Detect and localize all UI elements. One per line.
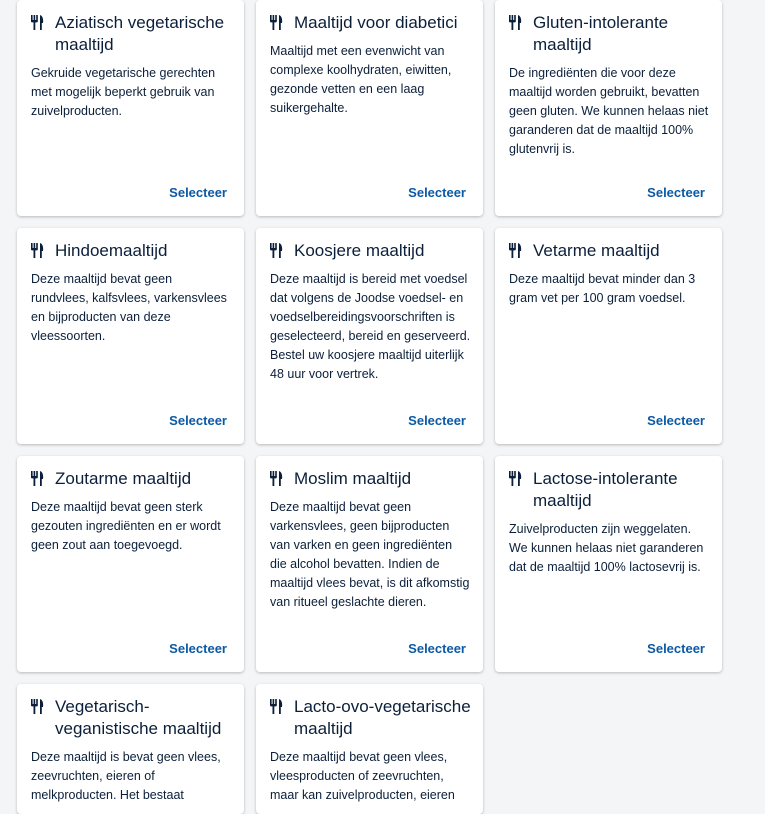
fork-knife-icon [31,240,55,258]
meal-card-hindu [17,228,244,444]
select-button[interactable]: Selecteer [169,413,227,428]
meal-title: Moslim maaltijd [294,469,412,488]
select-button[interactable]: Selecteer [408,641,466,656]
meal-title: Lacto-ovo-vegetarische maaltijd [294,697,471,738]
select-button[interactable]: Selecteer [647,413,705,428]
meal-card-diabetic [256,0,483,216]
fork-knife-icon [270,240,294,258]
select-button[interactable]: Selecteer [647,185,705,200]
fork-knife-icon [509,240,533,258]
meal-card-asian-vegetarian [17,0,244,216]
select-button[interactable]: Selecteer [169,185,227,200]
meal-title: Hindoemaaltijd [55,241,168,260]
meal-card-gluten-intolerant [495,0,722,216]
fork-knife-icon [270,468,294,486]
meal-description: Deze maaltijd bevat minder dan 3 gram vet per 100 gram voedsel. [509,272,696,305]
select-button[interactable]: Selecteer [408,413,466,428]
meal-options-grid [17,0,722,814]
fork-knife-icon [509,468,533,486]
fork-knife-icon [31,12,55,30]
meal-description: Zuivelproducten zijn weggelaten. We kunnen helaas niet garanderen dat de maaltijd 100% lactosevrij is. [509,522,704,574]
fork-knife-icon [270,12,294,30]
meal-description: Deze maaltijd bevat geen rundvlees, kalfsvlees, varkensvlees en bijproducten van deze vleessoorten. [31,272,227,343]
meal-title: Maaltijd voor diabetici [294,13,458,32]
meal-card-kosher [256,228,483,444]
meal-description: Deze maaltijd is bereid met voedsel dat volgens de Joodse voedsel- en voedselbereidingsvoorschriften is geselecteerd, bereid en geserveerd. Bestel uw koosjere maaltijd uiterlijk 48 uur voor vertrek. [270,272,471,381]
meal-description: Deze maaltijd is bevat geen vlees, zeevruchten, eieren of melkproducten. Het bestaat [31,750,221,802]
meal-card-muslim [256,456,483,672]
meal-title: Gluten-intolerante maaltijd [533,13,669,54]
meal-title: Vetarme maaltijd [533,241,660,260]
fork-knife-icon [31,468,55,486]
meal-title: Vegetarisch-veganistische maaltijd [55,697,222,738]
meal-card-lacto-ovo [256,684,483,814]
meal-card-low-fat [495,228,722,444]
meal-title: Koosjere maaltijd [294,241,425,260]
fork-knife-icon [270,696,294,714]
fork-knife-icon [31,696,55,714]
meal-title: Zoutarme maaltijd [55,469,192,488]
meal-card-lactose-intolerant [495,456,722,672]
select-button[interactable]: Selecteer [647,641,705,656]
meal-description: Deze maaltijd bevat geen varkensvlees, geen bijproducten van varken en geen ingrediënten die alcohol bevatten. Indien de maaltijd vlees bevat, is dit afkomstig van ritueel geslachte dieren. [270,500,470,609]
meal-card-vegan [17,684,244,814]
select-button[interactable]: Selecteer [169,641,227,656]
meal-description: Deze maaltijd bevat geen vlees, vleesproducten of zeevruchten, maar kan zuivelproducten, eieren [270,750,455,802]
meal-card-low-salt [17,456,244,672]
meal-title: Aziatisch vegetarische maaltijd [55,13,225,54]
meal-description: Maaltijd met een evenwicht van complexe koolhydraten, eiwitten, gezonde vetten en een laag suikergehalte. [270,44,452,115]
meal-title: Lactose-intolerante maaltijd [533,469,678,510]
fork-knife-icon [509,12,533,30]
meal-description: De ingrediënten die voor deze maaltijd worden gebruikt, bevatten geen gluten. We kunnen helaas niet garanderen dat de maaltijd 100% glutenvrij is. [509,66,709,156]
meal-description: Deze maaltijd bevat geen sterk gezouten ingrediënten en er wordt geen zout aan toegevoegd. [31,500,221,552]
meal-description: Gekruide vegetarische gerechten met mogelijk beperkt gebruik van zuivelproducten. [31,66,216,118]
select-button[interactable]: Selecteer [408,185,466,200]
